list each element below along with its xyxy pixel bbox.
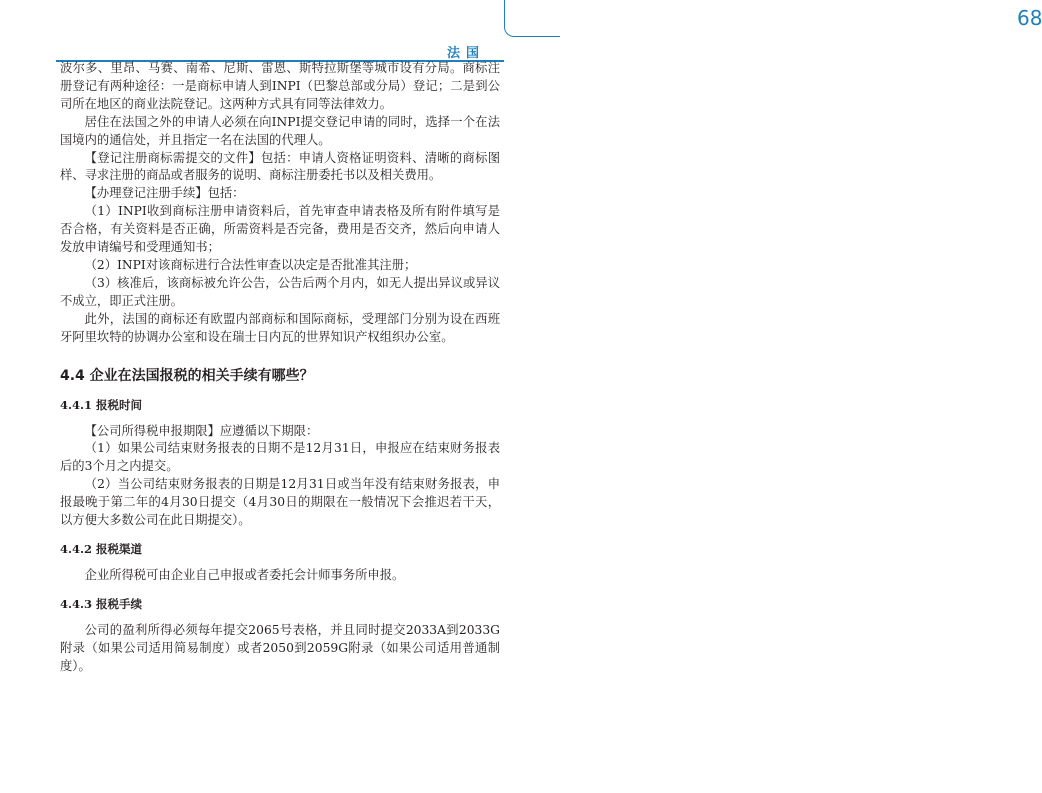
- list-item: （2）当公司结束财务报表的日期是12月31日或当年没有结束财务报表，申报最晚于第二年的4月30日提交（4月30日的期限在一般情况下会推迟若干天，以方便大多数公司在此日期提交）。: [60, 477, 500, 528]
- paragraph: 【公司所得税申报期限】应遵循以下期限：: [84, 423, 319, 438]
- page-body: [60, 60, 500, 676]
- paragraph: 企业所得税可由企业自己申报或者委托会计师事务所申报。: [84, 567, 405, 582]
- paragraph: 居住在法国之外的申请人必须在向INPI提交登记申请的同时，选择一个在法国境内的通信处，并且指定一名在法国的代理人。: [60, 114, 500, 147]
- subsection-heading: 4.4.2 报税渠道: [60, 541, 143, 556]
- paragraph: 【办理登记注册手续】包括：: [84, 186, 245, 201]
- paragraph: 波尔多、里昂、马赛、南希、尼斯、雷恩、斯特拉斯堡等城市设有分局。商标注册登记有两种途径：一是商标申请人到INPI（巴黎总部或分局）登记；二是到公司所在地区的商业法院登记。这两种方式具有同等法律效力。: [60, 61, 500, 111]
- subsection-heading: 4.4.3 报税手续: [60, 596, 143, 611]
- page-number-tab: [504, 0, 1042, 37]
- paragraph: 此外，法国的商标还有欧盟内部商标和国际商标，受理部门分别为设在西班牙阿里坎特的协调办公室和设在瑞士日内瓦的世界知识产权组织办公室。: [60, 311, 500, 344]
- list-item: （1）INPI收到商标注册申请资料后，首先审查申请表格及所有附件填写是否合格，有关资料是否正确，所需资料是否完备，费用是否交齐，然后向申请人发放申请编号和受理通知书；: [60, 204, 500, 255]
- subsection-heading: 4.4.1 报税时间: [60, 397, 143, 412]
- paragraph: 公司的盈利所得必须每年提交2065号表格，并且同时提交2033A到2033G附录（如果公司适用简易制度）或者2050到2059G附录（如果公司适用普通制度）。: [60, 622, 500, 673]
- list-item: （2）INPI对该商标进行合法性审查以决定是否批准其注册；: [84, 257, 417, 272]
- paragraph: 【登记注册商标需提交的文件】包括：申请人资格证明资料、清晰的商标图样、寻求注册的商品或者服务的说明、商标注册委托书以及相关费用。: [60, 150, 500, 183]
- page-number: 68: [1017, 6, 1042, 30]
- section-title: 法国: [447, 46, 486, 61]
- section-heading: 4.4 企业在法国报税的相关手续有哪些？: [60, 367, 314, 384]
- list-item: （1）如果公司结束财务报表的日期不是12月31日，申报应在结束财务报表后的3个月之内提交。: [60, 441, 500, 474]
- list-item: （3）核准后，该商标被允许公告，公告后两个月内，如无人提出异议或异议不成立，即正式注册。: [60, 275, 500, 308]
